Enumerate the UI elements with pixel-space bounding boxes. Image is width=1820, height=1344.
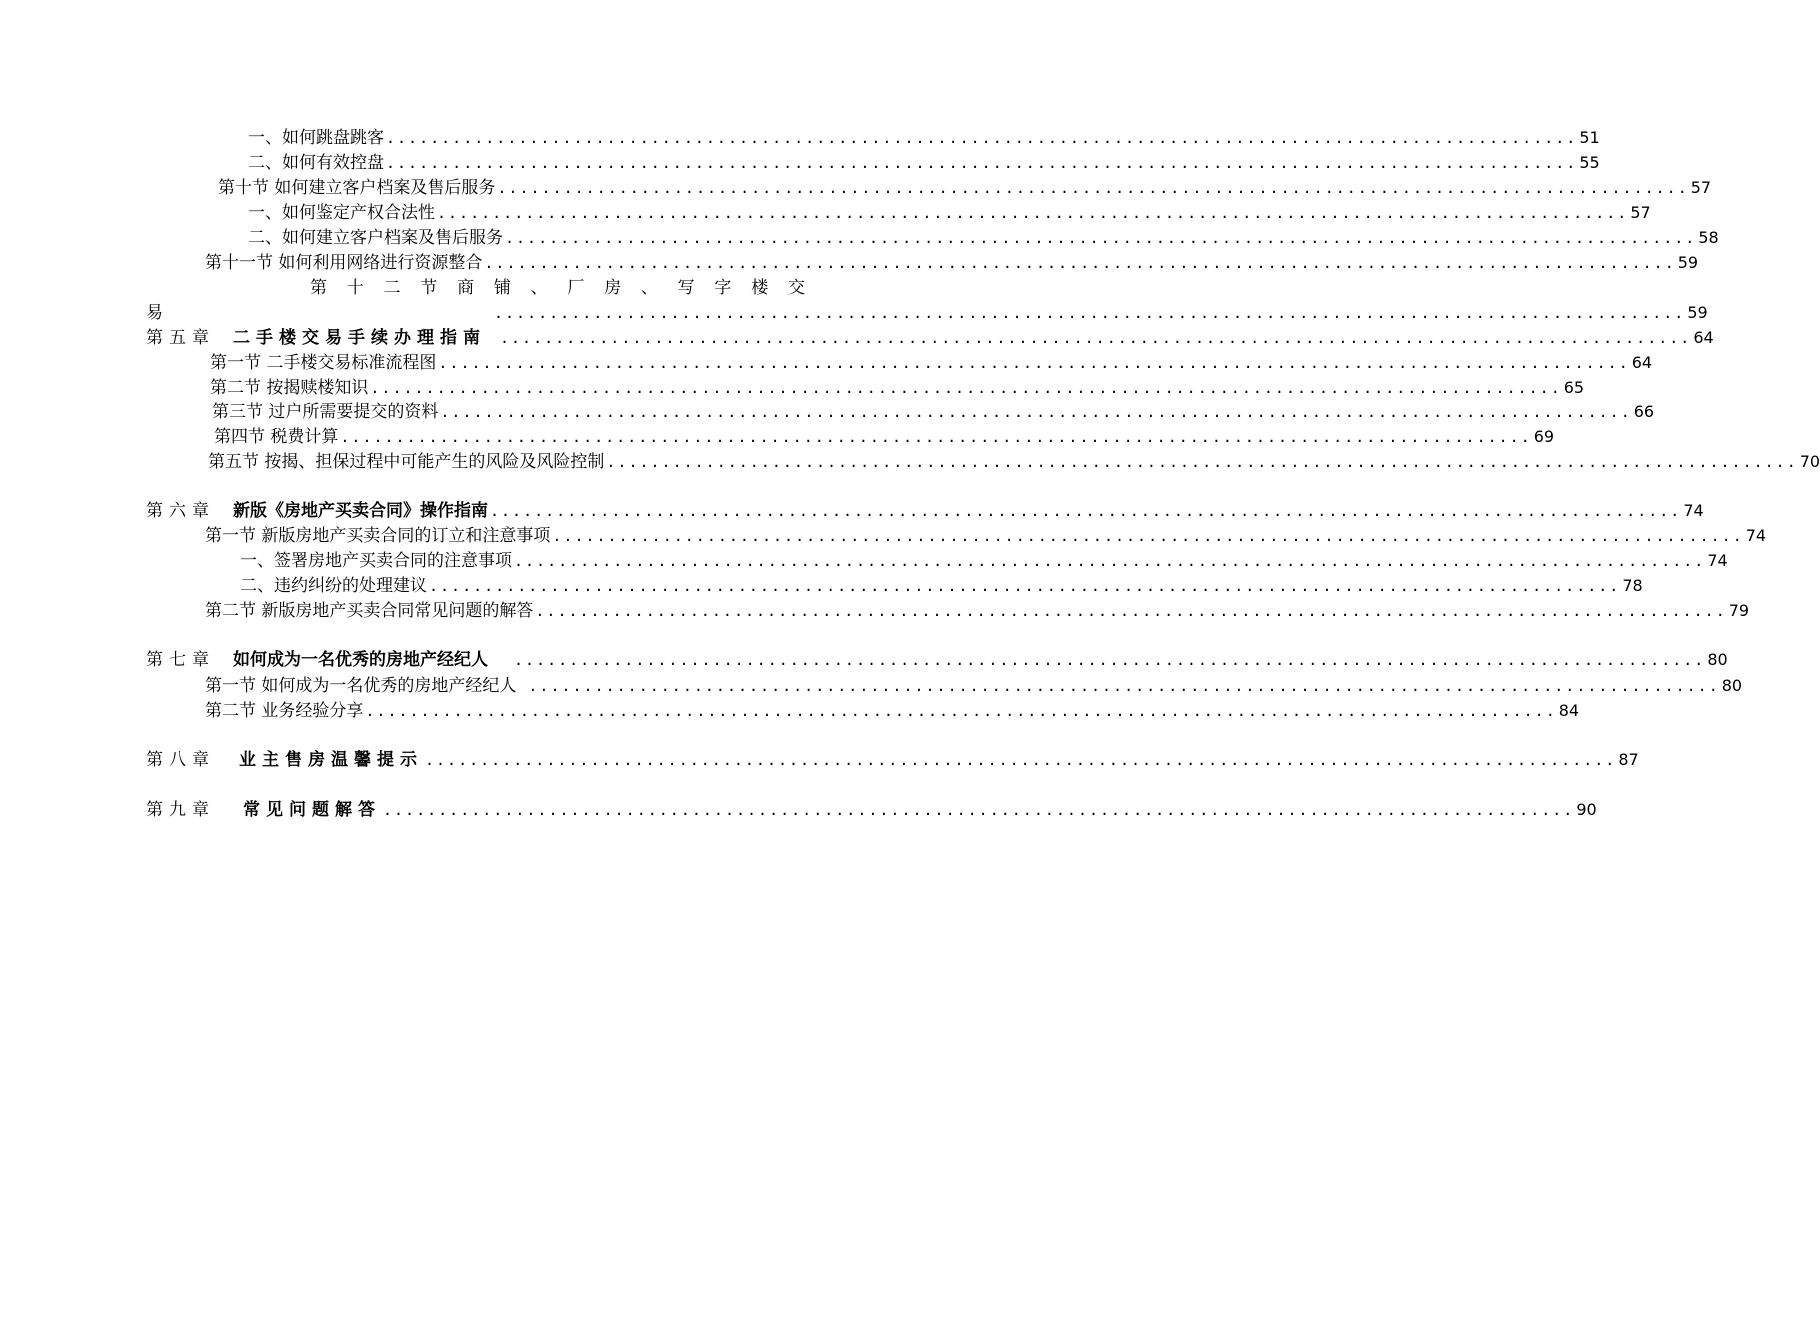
toc-entry[interactable] (248, 226, 1719, 250)
chapter-title: 二手楼交易手续办理指南 (233, 328, 486, 348)
toc-page-number: 78 (1622, 576, 1643, 595)
toc-page-number: 59 (1677, 253, 1699, 272)
toc-entry[interactable] (212, 400, 1655, 424)
toc-page-number: 64 (1693, 328, 1714, 347)
toc-page-number: 87 (1618, 750, 1639, 769)
dot-leader: ............................................................................................................ (429, 577, 1621, 595)
toc-chapter-label (146, 326, 486, 350)
toc-chapter[interactable] (146, 798, 1597, 822)
toc-chapter-label (146, 648, 488, 672)
toc-entry-label: 第一节 二手楼交易标准流程图 (210, 353, 437, 373)
toc-page-number: 51 (1579, 128, 1600, 147)
toc-entry-label: 二、如何建立客户档案及售后服务 (248, 228, 503, 248)
dot-leader: ............................................................................................................ (425, 751, 1617, 769)
title-char: 字 (714, 278, 732, 298)
title-char: 楼 (751, 278, 769, 298)
toc-entry-label: 第十一节 如何利用网络进行资源整合 (205, 253, 483, 273)
toc-page-number: 74 (1683, 501, 1704, 520)
toc-page-number: 57 (1630, 203, 1651, 222)
dot-leader: ............................................................................................................ (386, 154, 1578, 172)
toc-entry[interactable] (208, 450, 1820, 474)
toc-page-number: 59 (1687, 303, 1708, 322)
title-char: 二 (383, 278, 401, 298)
toc-entry[interactable] (218, 176, 1712, 200)
dot-leader: ............................................................................................................ (383, 801, 1575, 819)
toc-page-number: 84 (1558, 701, 1580, 720)
title-char: 铺 (493, 278, 511, 298)
toc-entry-label: 第十节 如何建立客户档案及售后服务 (218, 178, 496, 198)
dot-leader: ............................................................................................................ (606, 453, 1798, 471)
dot-leader: ............................................................................................................ (505, 229, 1697, 247)
dot-leader: ............................................................................................................ (490, 502, 1682, 520)
chapter-title: 如何成为一名优秀的房地产经纪人 (233, 650, 488, 670)
toc-chapter[interactable] (146, 648, 1728, 672)
title-char: 、 (640, 278, 658, 298)
toc-entry-leader[interactable] (492, 301, 1708, 325)
toc-entry-label: 第三节 过户所需要提交的资料 (212, 402, 439, 422)
toc-page-number: 74 (1745, 526, 1767, 545)
toc-page-number: 55 (1579, 153, 1600, 172)
chapter-number: 第九章 (146, 800, 215, 820)
toc-page-number: 57 (1690, 178, 1712, 197)
dot-leader: ............................................................................................................ (484, 254, 1676, 272)
dot-leader: ............................................................................................................ (386, 129, 1578, 147)
toc-page-number: 64 (1631, 353, 1653, 372)
toc-entry[interactable] (205, 699, 1580, 723)
title-char: 写 (677, 278, 695, 298)
toc-entry[interactable] (210, 351, 1653, 375)
dot-leader: ............................................................................................................ (340, 428, 1532, 446)
chapter-number: 第五章 (146, 328, 215, 348)
chapter-number: 第八章 (146, 750, 215, 770)
dot-leader: ............................................................................................................ (514, 651, 1706, 669)
toc-chapter-label (146, 748, 423, 772)
chapter-title: 业主售房温馨提示 (239, 750, 423, 770)
dot-leader: ............................................................................................................ (370, 379, 1562, 397)
toc-entry[interactable] (205, 251, 1699, 275)
toc-page-number: 74 (1707, 551, 1728, 570)
toc-entry-label: 二、如何有效控盘 (248, 153, 384, 173)
toc-page-number: 65 (1563, 378, 1585, 397)
title-char: 交 (787, 278, 805, 298)
chapter-title: 新版《房地产买卖合同》操作指南 (233, 501, 488, 521)
toc-entry[interactable] (214, 425, 1555, 449)
toc-chapter-label (146, 499, 488, 523)
dot-leader: ............................................................................................................ (437, 204, 1629, 222)
dot-leader: ............................................................................................................ (497, 179, 1689, 197)
toc-chapter[interactable] (146, 326, 1714, 350)
toc-page-number: 80 (1721, 676, 1743, 695)
title-char: 第 (310, 278, 327, 298)
toc-page-number: 70 (1799, 452, 1820, 471)
chapter-title: 常见问题解答 (243, 800, 381, 820)
chapter-number: 第七章 (146, 650, 215, 670)
toc-entry[interactable] (205, 599, 1750, 623)
dot-leader: ............................................................................................................ (552, 527, 1744, 545)
toc-entry-label: 一、如何跳盘跳客 (248, 128, 384, 148)
dot-leader: ............................................................................................................ (365, 702, 1557, 720)
title-char: 商 (457, 278, 475, 298)
toc-page-number: 58 (1698, 228, 1719, 247)
toc-entry-label: 一、如何鉴定产权合法性 (248, 203, 435, 223)
toc-entry[interactable] (205, 524, 1767, 548)
wrapped-title-char: 易 (146, 303, 163, 323)
toc-entry-label: 第一节 如何成为一名优秀的房地产经纪人 (205, 676, 517, 696)
toc-entry[interactable] (210, 376, 1585, 400)
toc-entry[interactable] (248, 151, 1600, 175)
dot-leader: ............................................................................................................ (494, 304, 1686, 322)
toc-chapter[interactable] (146, 748, 1639, 772)
dot-leader: ............................................................................................................ (528, 677, 1720, 695)
toc-entry[interactable] (205, 674, 1743, 698)
toc-page-number: 79 (1728, 601, 1750, 620)
toc-entry[interactable] (240, 549, 1728, 573)
title-char: 房 (604, 278, 622, 298)
toc-page-number: 66 (1633, 402, 1655, 421)
title-char: 十 (346, 278, 364, 298)
toc-entry-label: 第四节 税费计算 (214, 427, 339, 447)
toc-entry-label: 二、违约纠纷的处理建议 (240, 576, 427, 596)
toc-entry[interactable] (248, 126, 1600, 150)
dot-leader: ............................................................................................................ (438, 354, 1630, 372)
toc-entry-label: 一、签署房地产买卖合同的注意事项 (240, 551, 512, 571)
chapter-number: 第六章 (146, 501, 215, 521)
toc-entry-label: 第一节 新版房地产买卖合同的订立和注意事项 (205, 526, 551, 546)
toc-page-number: 90 (1576, 800, 1597, 819)
dot-leader: ............................................................................................................ (440, 403, 1632, 421)
dot-leader: ............................................................................................................ (500, 329, 1692, 347)
toc-page-number: 69 (1533, 427, 1555, 446)
title-char: 、 (530, 278, 548, 298)
dot-leader: ............................................................................................................ (535, 602, 1727, 620)
toc-entry-label: 第二节 按揭赎楼知识 (210, 378, 369, 398)
toc-entry-justified-title[interactable] (310, 276, 805, 300)
toc-page-number: 80 (1707, 650, 1728, 669)
toc-entry-label: 第五节 按揭、担保过程中可能产生的风险及风险控制 (208, 452, 605, 472)
toc-chapter[interactable] (146, 499, 1704, 523)
title-char: 节 (420, 278, 438, 298)
toc-entry[interactable] (248, 201, 1651, 225)
toc-entry[interactable] (240, 574, 1643, 598)
title-char: 厂 (567, 278, 585, 298)
toc-entry-label: 第二节 新版房地产买卖合同常见问题的解答 (205, 601, 534, 621)
toc-entry-label: 第二节 业务经验分享 (205, 701, 364, 721)
toc-chapter-label (146, 798, 381, 822)
dot-leader: ............................................................................................................ (514, 552, 1706, 570)
